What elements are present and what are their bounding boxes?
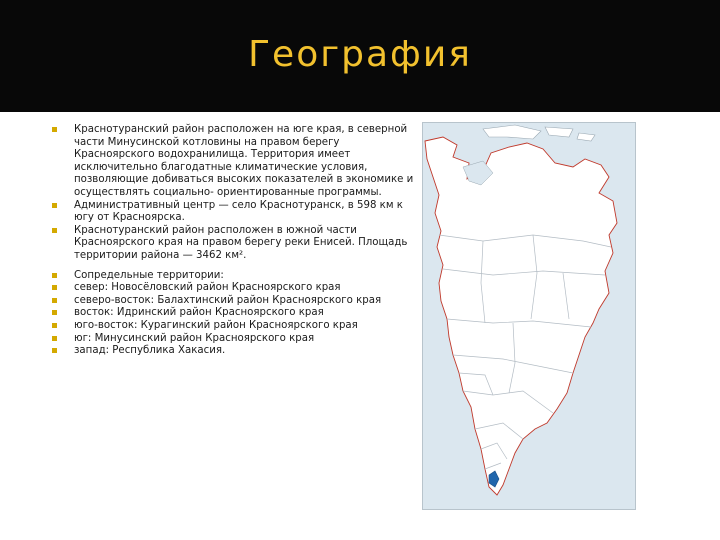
bullet-marker-icon (52, 228, 57, 233)
bullet-text: юг: Минусинский район Красноярского края (74, 332, 315, 344)
bullet-item (50, 333, 415, 346)
bullet-item (50, 124, 415, 200)
bullet-text: Сопредельные территории: (74, 269, 224, 281)
title-bar (0, 0, 720, 112)
bullet-text: север: Новосёловский район Красноярского края (74, 282, 341, 294)
bullet-marker-icon (52, 298, 57, 303)
bullet-item (50, 307, 415, 320)
bullet-text: Административный центр — село Краснотуранск, в 598 км к югу от Красноярска. (74, 199, 403, 224)
bullet-item (50, 345, 415, 358)
bullet-text: Краснотуранский район расположен в южной части Красноярского края на правом берегу реки Енисей. Площадь территории района — 3462 км². (74, 224, 408, 261)
bullet-item (50, 200, 415, 225)
bullet-marker-icon (52, 310, 57, 315)
bullet-marker-icon (52, 336, 57, 341)
bullet-marker-icon (52, 273, 57, 278)
bullet-text: юго-восток: Курагинский район Красноярского края (74, 319, 358, 331)
slide-title: География (248, 33, 472, 75)
bullet-marker-icon (52, 285, 57, 290)
bullet-marker-icon (52, 203, 57, 208)
bullet-text: Краснотуранский район расположен на юге края, в северной части Минусинской котловины на правом берегу Красноярского водохранилища. Территория имеет исключительно благодатные климатические условия, позволяющие добиваться высоких показателей в экономике и осуществлять социально- ориентированные программы. (74, 124, 414, 198)
bullet-item (50, 295, 415, 308)
bullet-item (50, 282, 415, 295)
bullet-item (50, 270, 415, 283)
bullet-text: восток: Идринский район Красноярского края (74, 307, 324, 319)
bullet-text: запад: Республика Хакасия. (74, 345, 226, 357)
bullet-item (50, 225, 415, 263)
bullet-list (50, 124, 415, 358)
krasnoyarsk-krai-map (423, 123, 635, 509)
bullet-item (50, 320, 415, 333)
bullet-marker-icon (52, 323, 57, 328)
bullet-marker-icon (52, 127, 57, 132)
region-map (422, 122, 636, 510)
bullet-text: северо-восток: Балахтинский район Красноярского края (74, 294, 382, 306)
slide-content (0, 112, 720, 540)
bullet-marker-icon (52, 348, 57, 353)
